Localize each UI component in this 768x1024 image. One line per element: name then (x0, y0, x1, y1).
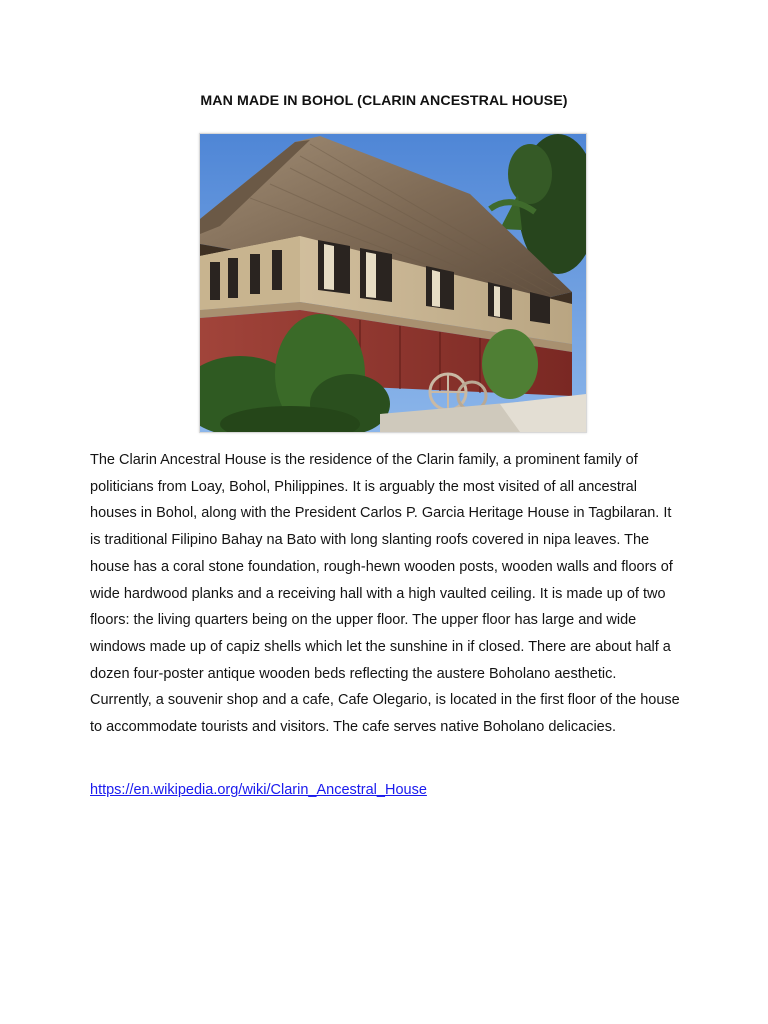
wikipedia-link[interactable]: https://en.wikipedia.org/wiki/Clarin_Ancestral_House (90, 782, 427, 798)
page-title: MAN MADE IN BOHOL (CLARIN ANCESTRAL HOUSE) (200, 93, 568, 109)
house-photo (199, 133, 587, 433)
body-paragraph: The Clarin Ancestral House is the residence of the Clarin family, a prominent family of politicians from Loay, Bohol, Philippines. It is arguably the most visited of all ancestral houses in Bohol, along with the President Carlos P. Garcia Heritage House in Tagbilaran. It is traditional Filipino Bahay na Bato with long slanting roofs covered in nipa leaves. The house has a coral stone foundation, rough-hewn wooden posts, wooden walls and floors of wide hardwood planks and a receiving hall with a high vaulted ceiling. It is made up of two floors: the living quarters being on the upper floor. The upper floor has large and wide windows made up of capiz shells which let the sunshine in if closed. There are about half a dozen four-poster antique wooden beds reflecting the austere Boholano aesthetic. Currently, a souvenir shop and a cafe, Cafe Olegario, is located in the first floor of the house to accommodate tourists and visitors. The cafe serves native Boholano delicacies. (90, 452, 680, 736)
